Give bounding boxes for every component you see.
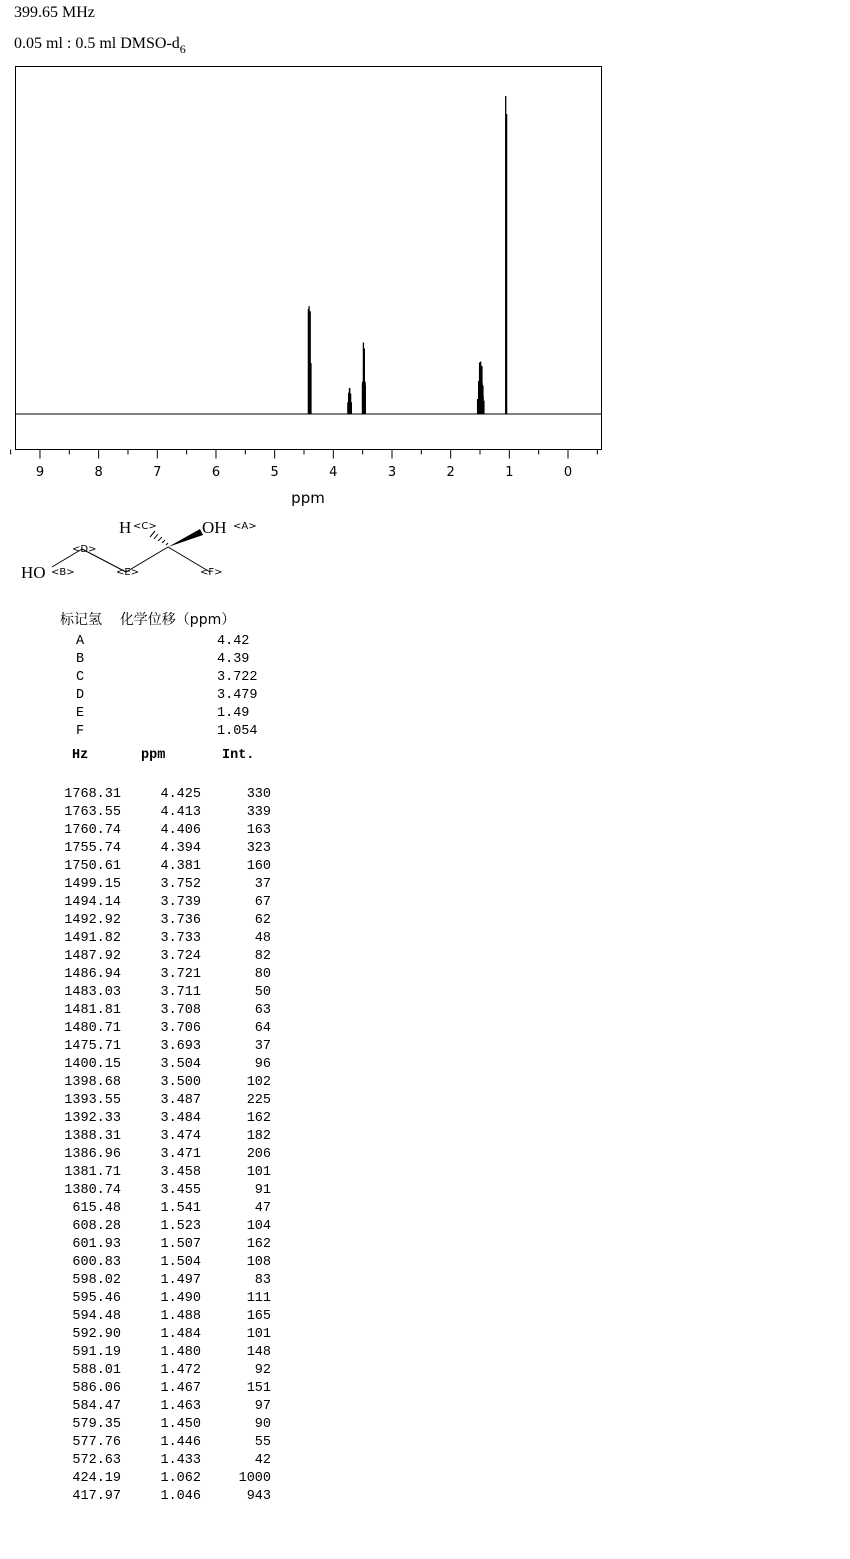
peak-hz: 1768.31 xyxy=(64,787,121,802)
peak-ppm: 1.507 xyxy=(160,1237,201,1252)
peak-ppm: 4.394 xyxy=(160,841,201,856)
peak-hz: 1750.61 xyxy=(64,859,121,874)
peak-ppm: 3.752 xyxy=(160,877,201,892)
peak-ppm: 3.455 xyxy=(160,1183,201,1198)
peak-int: 104 xyxy=(246,1219,271,1234)
peak-int: 330 xyxy=(246,787,271,802)
peak-ppm: 3.474 xyxy=(160,1129,201,1144)
wedge-bond-oh xyxy=(168,529,203,547)
peak-ppm: 4.413 xyxy=(160,805,201,820)
peak-ppm: 4.381 xyxy=(160,859,201,874)
peak-ppm: 1.433 xyxy=(160,1453,201,1468)
peak-int: 82 xyxy=(254,949,271,964)
label-c: <C> xyxy=(133,521,157,532)
peak-ppm: 1.488 xyxy=(160,1309,201,1324)
label-d: <D> xyxy=(72,544,97,555)
peak-int: 97 xyxy=(254,1399,271,1414)
label-f: <F> xyxy=(200,567,223,578)
peak-hz: 572.63 xyxy=(72,1453,121,1468)
peak-hz: 592.90 xyxy=(72,1327,121,1342)
peak-ppm: 3.458 xyxy=(160,1165,201,1180)
label-b: <B> xyxy=(51,567,75,578)
x-axis-ticks xyxy=(11,450,598,481)
col-int-header: Int. xyxy=(222,748,255,763)
x-tick-label: 7 xyxy=(153,465,162,480)
col-label-header: 标记氢 xyxy=(60,612,102,628)
peak-hz: 1475.71 xyxy=(64,1039,121,1054)
molecule-structure xyxy=(0,505,300,590)
peak-ppm: 3.736 xyxy=(160,913,201,928)
assignment-label: F xyxy=(76,724,85,739)
peak-hz: 1392.33 xyxy=(64,1111,121,1126)
x-tick-label: 9 xyxy=(35,465,45,480)
assignment-shift: 3.722 xyxy=(217,670,258,685)
peak-hz: 600.83 xyxy=(72,1255,121,1270)
label-e: <E> xyxy=(116,567,140,578)
peak-int: 42 xyxy=(254,1453,271,1468)
peak-int: 165 xyxy=(246,1309,271,1324)
peak-int: 50 xyxy=(254,985,271,1000)
peak-hz: 601.93 xyxy=(72,1237,121,1252)
peak-hz: 608.28 xyxy=(72,1219,121,1234)
peak-int: 162 xyxy=(246,1111,271,1126)
peak-ppm: 1.541 xyxy=(160,1201,201,1216)
peak-hz: 1481.81 xyxy=(64,1003,121,1018)
peak-hz: 1483.03 xyxy=(64,985,121,1000)
spectrum-peaks xyxy=(308,96,506,414)
assignment-shift: 4.39 xyxy=(217,652,250,667)
peak-int: 108 xyxy=(246,1255,271,1270)
peak-int: 37 xyxy=(254,1039,271,1054)
peak-hz: 1398.68 xyxy=(64,1075,121,1090)
assignment-shift: 1.054 xyxy=(217,724,258,739)
peak-hz: 579.35 xyxy=(72,1417,121,1432)
peak-ppm: 3.500 xyxy=(160,1075,201,1090)
assignment-label: C xyxy=(76,670,85,685)
peak-ppm: 1.523 xyxy=(160,1219,201,1234)
peak-ppm: 1.446 xyxy=(160,1435,201,1450)
peak-int: 62 xyxy=(254,913,271,928)
peak-hz: 591.19 xyxy=(72,1345,121,1360)
peak-ppm: 1.450 xyxy=(160,1417,201,1432)
peak-hz: 1393.55 xyxy=(64,1093,121,1108)
assignment-shift: 1.49 xyxy=(217,706,250,721)
x-tick-label: 6 xyxy=(211,465,221,480)
peak-hz: 1763.55 xyxy=(64,805,121,820)
peak-int: 48 xyxy=(254,931,271,946)
peak-hz: 588.01 xyxy=(72,1363,121,1378)
peak-hz: 1388.31 xyxy=(64,1129,121,1144)
peak-ppm: 3.724 xyxy=(160,949,201,964)
x-tick-label: 1 xyxy=(505,465,514,480)
atom-oh: OH xyxy=(202,518,227,537)
peak-hz: 1381.71 xyxy=(64,1165,121,1180)
peak-hz: 1380.74 xyxy=(64,1183,121,1198)
peak-ppm: 1.504 xyxy=(160,1255,201,1270)
peak-int: 83 xyxy=(254,1273,271,1288)
x-tick-label: 3 xyxy=(387,465,397,480)
peak-hz: 1755.74 xyxy=(64,841,121,856)
peak-int: 339 xyxy=(246,805,271,820)
peak-hz: 1486.94 xyxy=(64,967,121,982)
peak-int: 91 xyxy=(254,1183,271,1198)
assignment-label: D xyxy=(76,688,85,703)
assignment-label: A xyxy=(76,634,85,649)
peak-ppm: 3.721 xyxy=(160,967,201,982)
peak-ppm: 1.484 xyxy=(160,1327,201,1342)
x-tick-label: 0 xyxy=(563,465,573,480)
assignment-shift: 3.479 xyxy=(217,688,258,703)
peak-hz: 1492.92 xyxy=(64,913,121,928)
x-axis-label: ppm xyxy=(291,489,325,507)
peak-int: 63 xyxy=(254,1003,271,1018)
peak-hz: 594.48 xyxy=(72,1309,121,1324)
peak-hz: 424.19 xyxy=(72,1471,121,1486)
peak-hz: 595.46 xyxy=(72,1291,121,1306)
peak-int: 162 xyxy=(246,1237,271,1252)
peak-ppm: 3.733 xyxy=(160,931,201,946)
peak-ppm: 3.693 xyxy=(160,1039,201,1054)
peak-ppm: 3.706 xyxy=(160,1021,201,1036)
peak-int: 163 xyxy=(246,823,271,838)
peak-hz: 1400.15 xyxy=(64,1057,121,1072)
peak-hz: 615.48 xyxy=(72,1201,121,1216)
solvent-subscript: 6 xyxy=(179,42,186,56)
peak-int: 111 xyxy=(246,1291,271,1306)
peak-int: 1000 xyxy=(238,1471,271,1486)
peak-int: 151 xyxy=(246,1381,271,1396)
peak-ppm: 1.480 xyxy=(160,1345,201,1360)
peak-ppm: 1.467 xyxy=(160,1381,201,1396)
peak-int: 160 xyxy=(246,859,271,874)
peak-ppm: 4.406 xyxy=(160,823,201,838)
peak-hz: 586.06 xyxy=(72,1381,121,1396)
x-tick-label: 8 xyxy=(94,465,103,480)
peak-int: 80 xyxy=(254,967,271,982)
x-tick-label: 4 xyxy=(329,465,338,480)
nmr-spectrum xyxy=(0,0,850,510)
peak-hz: 1487.92 xyxy=(64,949,121,964)
assignment-header xyxy=(60,609,235,629)
peak-int: 47 xyxy=(254,1201,271,1216)
solvent-text: 0.05 ml : 0.5 ml DMSO-d xyxy=(14,35,180,52)
assignment-shift: 4.42 xyxy=(217,634,250,649)
x-tick-label: 5 xyxy=(270,465,279,480)
peak-int: 96 xyxy=(254,1057,271,1072)
peak-int: 323 xyxy=(246,841,271,856)
peak-hz: 1760.74 xyxy=(64,823,121,838)
peak-hz: 1499.15 xyxy=(64,877,121,892)
col-hz-header: Hz xyxy=(72,748,89,763)
peak-int: 182 xyxy=(246,1129,271,1144)
peak-hz: 584.47 xyxy=(72,1399,121,1414)
peak-int: 101 xyxy=(246,1165,271,1180)
peak-ppm: 3.504 xyxy=(160,1057,201,1072)
assignment-label: E xyxy=(76,706,85,721)
peak-ppm: 3.711 xyxy=(160,985,201,1000)
peak-ppm: 4.425 xyxy=(160,787,201,802)
atom-h: H xyxy=(119,518,132,537)
assignment-label: B xyxy=(76,652,85,667)
peak-hz: 417.97 xyxy=(72,1489,121,1504)
peak-ppm: 1.497 xyxy=(160,1273,201,1288)
peak-ppm: 1.062 xyxy=(160,1471,201,1486)
peak-ppm: 1.046 xyxy=(160,1489,201,1504)
peak-int: 225 xyxy=(246,1093,271,1108)
spectrometer-frequency: 399.65 MHz xyxy=(14,4,95,21)
peak-hz: 1480.71 xyxy=(64,1021,121,1036)
peak-int: 37 xyxy=(254,877,271,892)
peak-ppm: 3.471 xyxy=(160,1147,201,1162)
atom-ho: HO xyxy=(21,563,46,582)
col-ppm-header: ppm xyxy=(141,748,166,763)
peak-ppm: 3.487 xyxy=(160,1093,201,1108)
peak-int: 148 xyxy=(246,1345,271,1360)
peak-int: 55 xyxy=(254,1435,271,1450)
peak-hz: 598.02 xyxy=(72,1273,121,1288)
x-tick-label: 2 xyxy=(446,465,455,480)
peak-int: 943 xyxy=(246,1489,271,1504)
peak-int: 90 xyxy=(254,1417,271,1432)
peak-int: 101 xyxy=(246,1327,271,1342)
peak-hz: 1386.96 xyxy=(64,1147,121,1162)
peak-hz: 1494.14 xyxy=(64,895,121,910)
peak-ppm: 1.463 xyxy=(160,1399,201,1414)
peak-ppm: 3.708 xyxy=(160,1003,201,1018)
col-shift-header: 化学位移（ppm） xyxy=(119,612,236,628)
peak-ppm: 3.739 xyxy=(160,895,201,910)
label-a: <A> xyxy=(233,521,257,532)
peak-int: 102 xyxy=(246,1075,271,1090)
peak-hz: 1491.82 xyxy=(64,931,121,946)
peak-ppm: 1.490 xyxy=(160,1291,201,1306)
peak-ppm: 1.472 xyxy=(160,1363,201,1378)
peak-int: 67 xyxy=(254,895,271,910)
peak-int: 64 xyxy=(254,1021,271,1036)
peak-int: 206 xyxy=(246,1147,271,1162)
hash-bond-h xyxy=(150,531,168,545)
peak-int: 92 xyxy=(254,1363,271,1378)
peak-hz: 577.76 xyxy=(72,1435,121,1450)
peak-ppm: 3.484 xyxy=(160,1111,201,1126)
